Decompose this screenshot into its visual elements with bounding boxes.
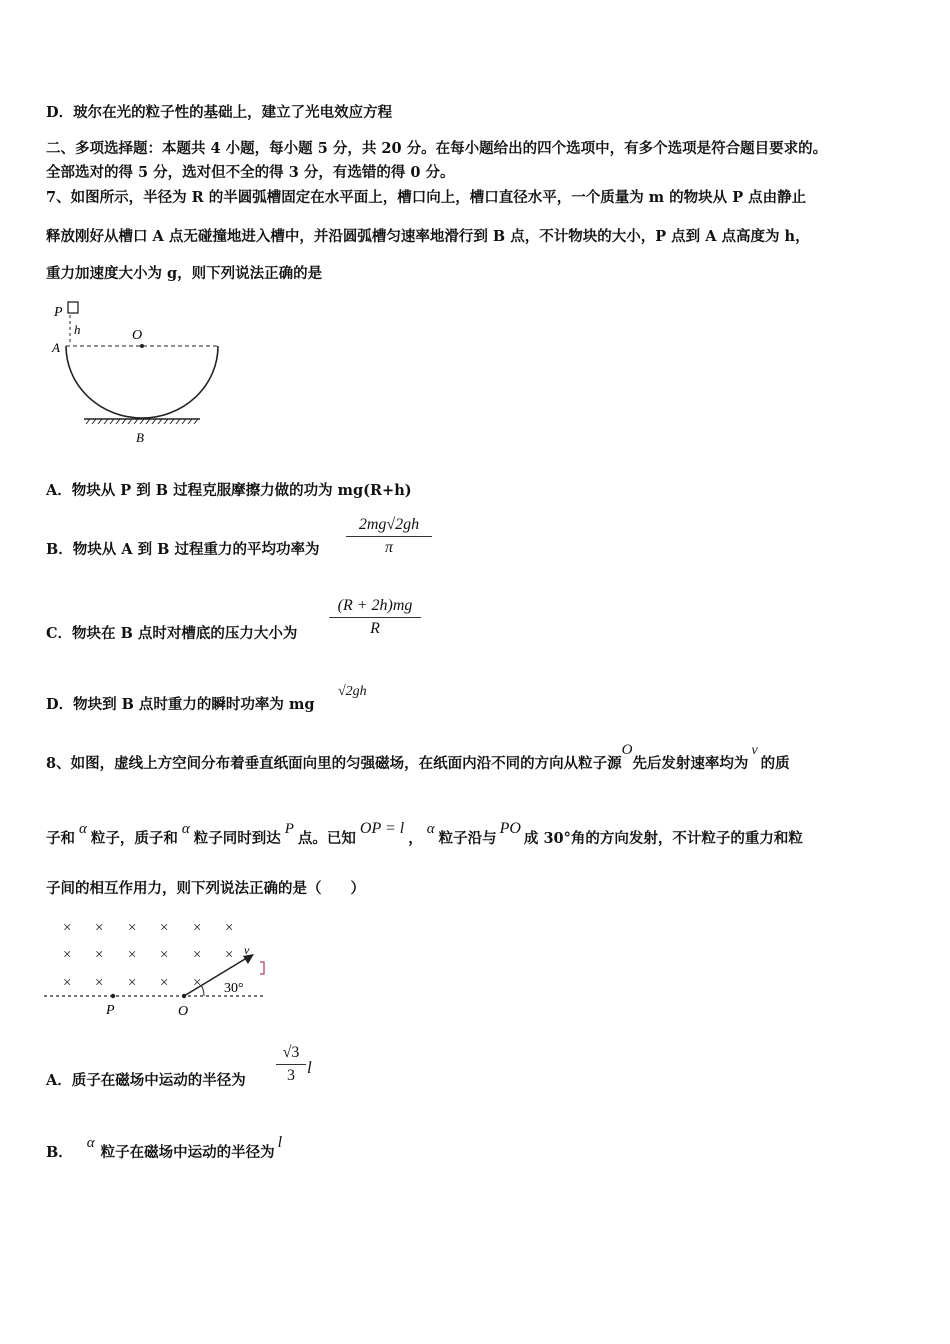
q7-option-b-numerator: 2mg√2gh <box>358 516 420 533</box>
q7-stem-line2: 释放刚好从槽口 A 点无碰撞地进入槽中，并沿圆弧槽匀速率地滑行到 B 点，不计物块的大小，P 点到 A 点高度为 h， <box>46 228 810 245</box>
svg-text:×: × <box>127 920 138 936</box>
q8-option-a-numerator: √3 <box>282 1044 300 1061</box>
q7-label-p: P <box>54 305 63 320</box>
q7-option-d-math: √2gh <box>338 684 367 699</box>
q8-option-a: A．质子在磁场中运动的半径为 <box>46 1072 246 1089</box>
q8-option-b: B．α粒子在磁场中运动的半径为l <box>46 1134 283 1161</box>
q7-option-c-numerator: (R + 2h)mg <box>337 597 413 614</box>
section2-header-line1: 二、多项选择题：本题共 4 小题，每小题 5 分，共 20 分。在每小题给出的四个选项中，有多个选项是符合题目要求的。 <box>46 140 828 157</box>
q7-arc <box>66 346 218 418</box>
q7-stem-line1: 7、如图所示，半径为 R 的半圆弧槽固定在水平面上，槽口向上，槽口直径水平，一个质量为 m 的物块从 P 点由静止 <box>46 189 807 206</box>
svg-text:×: × <box>159 975 170 991</box>
q7-block-p <box>68 302 78 313</box>
q7-option-b-denominator: π <box>384 539 393 556</box>
q8-label-o: O <box>178 1004 189 1019</box>
svg-text:×: × <box>159 920 170 936</box>
q7-label-o: O <box>132 328 143 343</box>
svg-text:×: × <box>192 975 203 991</box>
q8-stem-line3: 子间的相互作用力，则下列说法正确的是（ ） <box>46 880 365 897</box>
svg-text:×: × <box>62 975 73 991</box>
svg-text:×: × <box>62 920 73 936</box>
svg-text:×: × <box>94 947 105 963</box>
q7-option-c-denominator: R <box>370 620 380 637</box>
q7-option-b-fraction <box>346 516 432 557</box>
q7-label-a: A <box>52 340 60 355</box>
q7-option-a: A．物块从 P 到 B 过程克服摩擦力做的功为 mg(R+h) <box>46 482 412 499</box>
svg-text:×: × <box>62 947 73 963</box>
svg-text:×: × <box>224 947 235 963</box>
section2-header-line2: 全部选对的得 5 分，选对但不全的得 3 分，有选错的得 0 分。 <box>46 164 455 181</box>
q8-option-a-var: l <box>307 1058 312 1077</box>
svg-text:×: × <box>94 920 105 936</box>
svg-text:×: × <box>192 947 203 963</box>
svg-text:×: × <box>94 975 105 991</box>
q7-stem-line3: 重力加速度大小为 g，则下列说法正确的是 <box>46 265 323 282</box>
q8-option-a-fraction <box>276 1044 306 1085</box>
q8-label-angle: 30° <box>224 981 244 996</box>
q7-semicircle-figure <box>44 292 224 452</box>
q8-point-p <box>111 994 115 998</box>
q7-option-c: C．物块在 B 点时对槽底的压力大小为 <box>46 625 298 642</box>
q7-label-h: h <box>74 322 81 337</box>
svg-text:×: × <box>192 920 203 936</box>
svg-text:×: × <box>127 947 138 963</box>
q8-magnetic-field-figure <box>44 914 274 1022</box>
q8-stem-line1: 8、如图，虚线上方空间分布着垂直纸面向里的匀强磁场，在纸面内沿不同的方向从粒子源O先后发射速率均为v的质 <box>46 742 790 772</box>
svg-text:×: × <box>127 975 138 991</box>
q7-option-b: B．物块从 A 到 B 过程重力的平均功率为 <box>46 541 320 558</box>
q7-label-b: B <box>136 430 144 445</box>
q7-option-c-fraction <box>329 597 421 638</box>
q8-label-p: P <box>106 1003 115 1018</box>
q8-option-a-denominator: 3 <box>287 1067 295 1084</box>
q6-option-d: D．玻尔在光的粒子性的基础上，建立了光电效应方程 <box>46 104 393 121</box>
svg-text:×: × <box>159 947 170 963</box>
q7-option-d: D．物块到 B 点时重力的瞬时功率为 mg <box>46 696 315 713</box>
svg-text:×: × <box>224 920 235 936</box>
q8-stem-line2: 子和α粒子，质子和α粒子同时到达P点。已知OP = l，α粒子沿与PO成 30°角的方向发射，不计粒子的重力和粒 <box>46 820 803 847</box>
q8-label-v: v <box>244 943 250 957</box>
